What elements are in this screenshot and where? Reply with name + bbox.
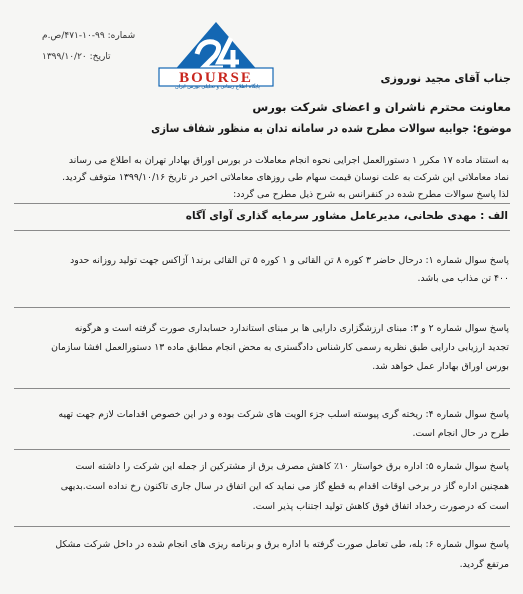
intro-line: به استناد ماده ۱۷ مکرر ۱ دستورالعمل اجرایی نحوه انجام معاملات در بورس اوراق بهادار تهران به اطلاع می رساند (68, 155, 509, 166)
divider (14, 449, 510, 450)
divider (14, 230, 510, 231)
divider (14, 203, 510, 204)
logo-text: BOURSE (179, 70, 253, 86)
divider (14, 307, 510, 308)
answer-line: پاسخ سوال شماره ۱: درحال حاضر ۳ کوره ۸ تن القائی و ۱ کوره ۵ تن القائی برند۱ آژاکس جهت تولید روزانه حدود (70, 255, 509, 266)
answer-line: پاسخ سوال شماره ۲ و ۳: مبنای ارزشگزاری دارایی ها بر مبنای استاندارد حسابداری صورت گرفته است و هرگونه (74, 323, 509, 334)
letter-date (42, 52, 111, 62)
recipient-line: جناب آقای مجید نوروزی (380, 72, 511, 85)
date-value: ۱۳۹۹/۱۰/۲۰ (42, 52, 87, 62)
number-value: ۹۹-۱۰-۴۷۱/ص.م (42, 31, 105, 41)
answer-line: پاسخ سوال شماره ۵: اداره برق خواستار ۱۰٪ کاهش مصرف برق از مشترکین از جمله این شرکت را داشته است (75, 461, 509, 472)
intro-line: نماد معاملاتی این شرکت به علت نوسان قیمت سهام طی روزهای معاملاتی اخیر در تاریخ ۱۳۹۹/۱۰/۱۶ متوقف گردید. (62, 172, 509, 183)
answer-line: طرح در حال انجام است. (412, 428, 509, 439)
answer-line: است که درصورت رخداد اتفاق فوق کاهش تولید اجتناب پذیر است. (252, 501, 509, 512)
answer-line: پاسخ سوال شماره ۶: بله، طی تعامل صورت گرفته با اداره برق و برنامه ریزی های انجام شده در داخل شرکت مشکل (55, 539, 509, 550)
section-heading: الف : مهدی طحانی، مدیرعامل مشاور سرمایه گذاری آوای آگاه (185, 210, 508, 222)
logo-caption: پایگاه اطلاع رسانی و تحلیلی بورس ایران (175, 84, 260, 90)
letter-number (42, 31, 135, 41)
subject-line: موضوع: جوابیه سوالات مطرح شده در سامانه تدان به منظور شفاف سازی (150, 121, 511, 135)
answer-line: بورس اوراق بهادار عمل خواهد شد. (372, 361, 509, 372)
date-label: تاریخ: (89, 52, 111, 62)
intro-line: لذا پاسخ سوالات مطرح شده در کنفرانس به شرح ذیل مطرح می گردد: (233, 189, 509, 200)
answer-line: ۴۰۰ تن مذاب می باشد. (417, 273, 509, 284)
answer-line: همچنین اداره گاز در برخی اوقات اقدام به قطع گاز می نماید که این اتفاق در سال جاری تاکنون رخ نداده است.بدیهی (60, 481, 509, 492)
position-line: معاونت محترم ناشران و اعضای شرکت بورس (252, 100, 511, 114)
answer-line: مرتفع گردید. (459, 559, 509, 570)
divider (14, 388, 510, 389)
answer-line: تجدید ارزیابی دارایی طبق نظریه رسمی کارشناس دادگستری به محض انجام مطابق ماده ۱۳ دستورالعمل افشا سازمان (51, 342, 509, 353)
answer-line: پاسخ سوال شماره ۴: ریخته گری پیوسته اسلب جزء الویت های شرکت بوده و در این خصوص اقدامات لازم جهت تهیه (58, 409, 509, 420)
divider (14, 526, 510, 527)
number-label: شماره: (107, 31, 136, 41)
